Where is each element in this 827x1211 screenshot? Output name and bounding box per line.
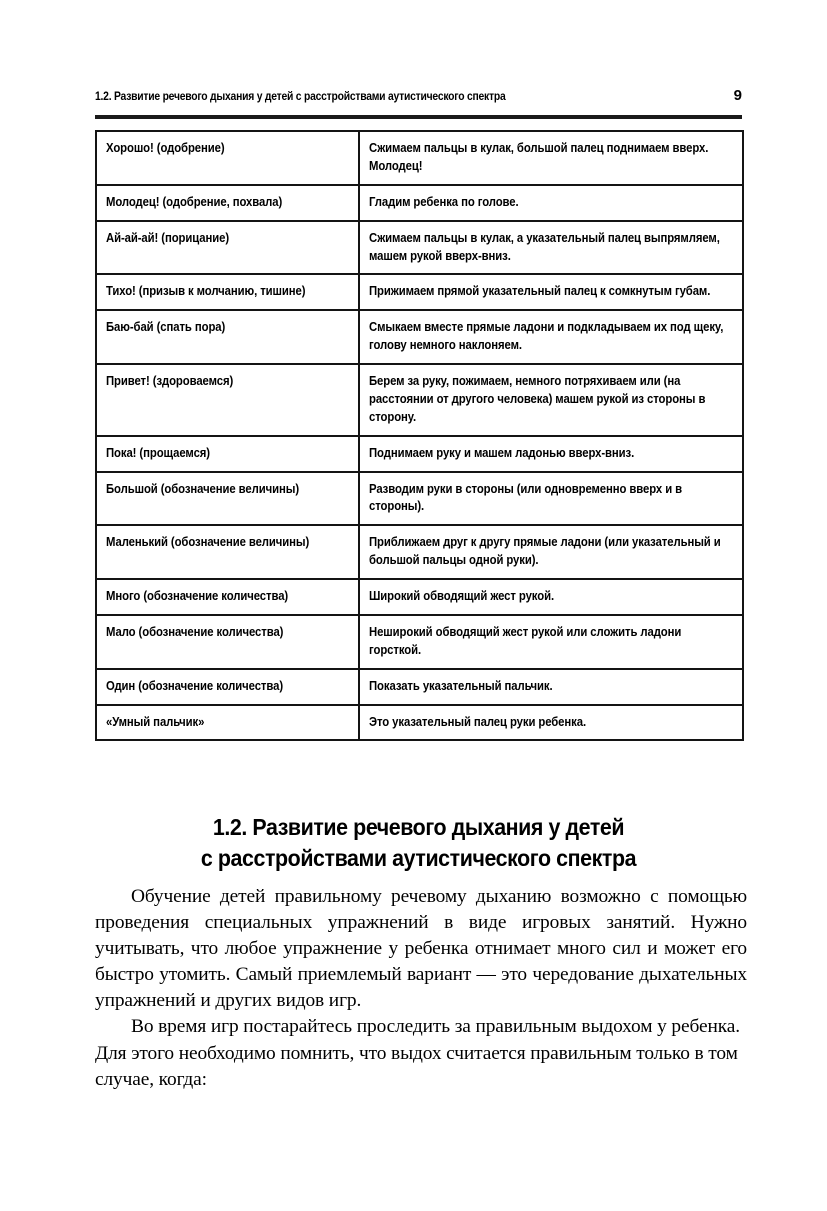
table-cell-term <box>96 436 359 472</box>
table-row <box>96 131 743 185</box>
description-text: Приближаем друг к другу прямые ладони (или указательный и большой пальцы одной руки). <box>369 535 721 568</box>
term-text: Хорошо! (одобрение) <box>106 141 225 155</box>
table-row <box>96 472 743 526</box>
running-head <box>95 88 742 105</box>
description-text: Смыкаем вместе прямые ладони и подкладываем их под щеку, голову немного наклоняем. <box>369 320 724 353</box>
term-text: «Умный пальчик» <box>106 714 205 729</box>
table-cell-description <box>359 669 743 705</box>
description-text: Прижимаем прямой указательный палец к сомкнутым губам. <box>369 284 711 299</box>
table-cell-description <box>359 221 743 275</box>
table-cell-description <box>359 472 743 526</box>
table-cell-term <box>96 221 359 275</box>
description-text: Поднимаем руку и машем ладонью вверх-вниз. <box>369 445 635 460</box>
table-row <box>96 364 743 436</box>
gesture-table-body <box>96 131 743 740</box>
table-cell-description <box>359 579 743 615</box>
table-cell-description <box>359 274 743 310</box>
table-row <box>96 310 743 364</box>
description-text: Сжимаем пальцы в кулак, а указательный палец выпрямляем, машем рукой вверх-вниз. <box>369 230 720 263</box>
table-row <box>96 579 743 615</box>
section-heading-line-1: 1.2. Развитие речевого дыхания у детей <box>212 814 625 841</box>
body-paragraph-2: Во время игр постарайтесь проследить за правильным выдохом у ребенка. Для этого необходимо помнить, что выдох считается правильным только в том случае, когда: <box>95 1016 740 1090</box>
body-paragraph-1: Обучение детей правильному речевому дыханию возможно с помощью проведения специальных упражнений в виде игровых занятий. Нужно учитывать, что любое упражнение у ребенка отнимает много сил и может его быстро утомить. Самый приемлемый вариант — это чередование дыхательных упражнений и других видов игр. <box>95 886 747 1012</box>
description-text: Гладим ребенка по голове. <box>369 194 519 209</box>
term-text: Тихо! (призыв к молчанию, тишине) <box>106 284 306 299</box>
table-row <box>96 525 743 579</box>
header-rule <box>95 115 742 119</box>
table-cell-term <box>96 364 359 436</box>
term-text: Маленький (обозначение величины) <box>106 535 310 550</box>
table-cell-description <box>359 185 743 221</box>
table-cell-term <box>96 472 359 526</box>
table-row <box>96 705 743 741</box>
table-cell-description <box>359 436 743 472</box>
table-cell-description <box>359 525 743 579</box>
table-cell-term <box>96 705 359 741</box>
term-text: Один (обозначение количества) <box>106 678 284 693</box>
table-row <box>96 185 743 221</box>
description-text: Неширокий обводящий жест рукой или сложить ладони горсткой. <box>369 624 682 657</box>
term-text: Ай-ай-ай! (порицание) <box>106 230 230 245</box>
description-text: Разводим руки в стороны (или одновременно вверх и в стороны). <box>369 481 683 514</box>
gesture-table <box>95 130 744 741</box>
body-copy <box>95 884 747 1093</box>
description-text: Широкий обводящий жест рукой. <box>369 589 555 603</box>
term-text: Пока! (прощаемся) <box>106 445 211 460</box>
section-heading <box>95 812 742 874</box>
term-text: Большой (обозначение величины) <box>106 481 300 496</box>
table-cell-term <box>96 615 359 669</box>
page-number: 9 <box>733 87 742 104</box>
table-cell-term <box>96 131 359 185</box>
table-cell-description <box>359 364 743 436</box>
table-cell-term <box>96 669 359 705</box>
table-cell-description <box>359 310 743 364</box>
term-text: Мало (обозначение количества) <box>106 624 284 639</box>
table-cell-description <box>359 705 743 741</box>
description-text: Показать указательный пальчик. <box>369 678 553 693</box>
running-head-title: 1.2. Развитие речевого дыхания у детей с расстройствами аутистического спектра <box>95 91 506 103</box>
term-text: Много (обозначение количества) <box>106 589 289 603</box>
term-text: Баю-бай (спать пора) <box>106 320 226 335</box>
table-cell-term <box>96 274 359 310</box>
table-cell-term <box>96 310 359 364</box>
table-row <box>96 221 743 275</box>
table-row <box>96 669 743 705</box>
term-text: Привет! (здороваемся) <box>106 374 234 388</box>
section-heading-line-2: с расстройствами аутистического спектра <box>200 844 637 871</box>
table-cell-description <box>359 131 743 185</box>
table-cell-description <box>359 615 743 669</box>
table-cell-term <box>96 185 359 221</box>
description-text: Сжимаем пальцы в кулак, большой палец поднимаем вверх. Молодец! <box>369 141 709 173</box>
term-text: Молодец! (одобрение, похвала) <box>106 194 283 209</box>
description-text: Это указательный палец руки ребенка. <box>369 714 587 729</box>
table-row <box>96 615 743 669</box>
table-cell-term <box>96 525 359 579</box>
description-text: Берем за руку, пожимаем, немного потряхиваем или (на расстоянии от другого человека) машем рукой из стороны в сторону. <box>369 374 706 424</box>
table-row <box>96 274 743 310</box>
table-cell-term <box>96 579 359 615</box>
table-row <box>96 436 743 472</box>
